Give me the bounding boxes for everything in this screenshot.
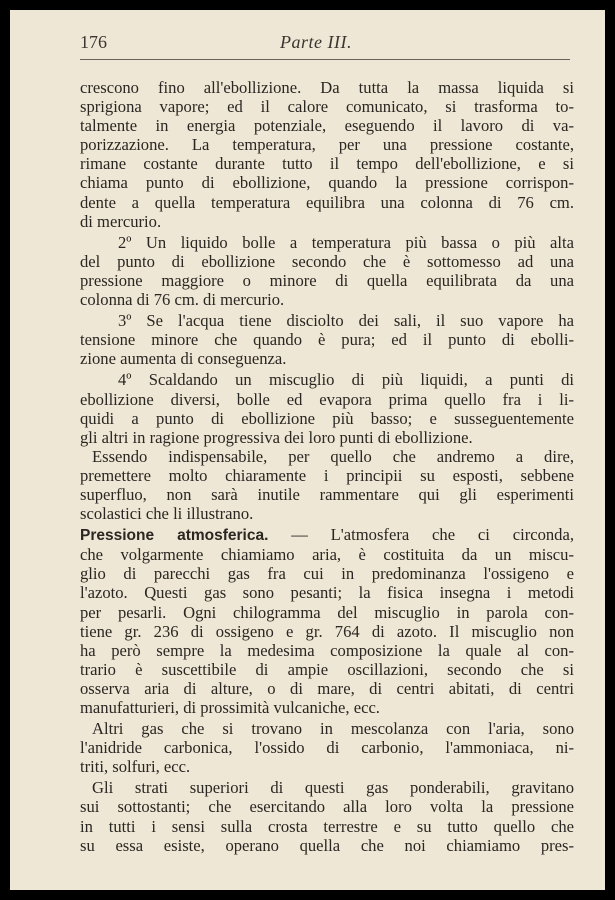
text-line: di mercurio.	[80, 211, 162, 231]
paragraph-upper-strata	[80, 778, 574, 854]
paragraph-rule-4	[80, 370, 574, 446]
text-line: sui sottostanti; che esercitando alla loro volta la pressione	[80, 797, 574, 817]
text-line: che volgarmente chiamiamo aria, è costituita da un miscu-	[80, 545, 574, 565]
text-line: su essa esiste, operano quella che noi chiamiamo pres-	[80, 835, 574, 855]
text-line: l'anidride carbonica, l'ossido di carbonio, l'ammoniaca, ni-	[80, 738, 574, 758]
text-line: crescono fino all'ebollizione. Da tutta la massa liquida si	[80, 78, 574, 97]
text-line: del punto di ebollizione secondo che è sottomesso ad una	[80, 251, 574, 271]
text-line: porizzazione. La temperatura, per una pressione costante,	[80, 135, 574, 155]
text-line: scolastici che li illustrano.	[80, 504, 254, 524]
text-line	[80, 525, 574, 545]
text-line: superfluo, non sarà inutile rammentare qui gli esperimenti	[80, 484, 574, 504]
text-line: dente a quella temperatura equilibra una colonna di 76 cm.	[80, 192, 574, 212]
text-line: l'azoto. Questi gas sono pesanti; la fisica insegna i metodi	[80, 583, 574, 603]
text-line: tiene gr. 236 di ossigeno e gr. 764 di azoto. Il miscuglio non	[80, 621, 574, 641]
text-line: chiama punto di ebollizione, quando la pressione corrispon-	[80, 173, 574, 193]
text-line: trario è suscettibile di ampie oscillazioni, secondo che si	[80, 659, 574, 679]
paragraph-rule-2	[80, 233, 574, 309]
text-line: Gli strati superiori di questi gas ponderabili, gravitano	[92, 778, 574, 798]
text-line: 4º Scaldando un miscuglio di più liquidi, a punti di	[118, 370, 574, 390]
text-line: gli altri in ragione progressiva dei loro punti di ebollizione.	[80, 427, 473, 447]
text-line: glio di parecchi gas fra cui in predominanza l'ossigeno e	[80, 564, 574, 584]
text-line: ha però sempre la medesima composizione la quale al con-	[80, 640, 574, 660]
text-line: zione aumenta di conseguenza.	[80, 349, 287, 369]
text-line: Essendo indispensabile, per quello che andremo a dire,	[92, 446, 574, 466]
text-line: premettere molto chiaramente i principii su esposti, sebbene	[80, 465, 574, 485]
text-line: quidi a punto di ebollizione più basso; e susseguentemente	[80, 408, 574, 428]
text-line: colonna di 76 cm. di mercurio.	[80, 290, 285, 310]
heading-continuation: — L'atmosfera che ci circonda,	[268, 525, 574, 545]
text-line: per pesarli. Ogni chilogramma del miscuglio in parola con-	[80, 602, 574, 622]
text-line: 3º Se l'acqua tiene disciolto dei sali, il suo vapore ha	[118, 311, 574, 331]
paragraph-other-gases	[80, 719, 574, 776]
running-title: Parte III.	[280, 32, 352, 52]
text-line: manufatturieri, di prossimità vulcaniche, ecc.	[80, 698, 380, 717]
text-line: pressione maggiore o minore di quella equilibrata da una	[80, 270, 574, 290]
text-line: osserva aria di alture, o di mare, di centri abitati, di centri	[80, 678, 574, 698]
text-line: rimane costante durante tutto il tempo dell'ebollizione, e si	[80, 154, 574, 174]
paragraph-premise	[80, 447, 574, 523]
page-number: 176	[80, 32, 107, 52]
text-line: Altri gas che si trovano in mescolanza con l'aria, sono	[92, 719, 574, 739]
paragraph-boiling-intro	[80, 78, 574, 231]
text-line: talmente in energia potenziale, eseguendo il lavoro di va-	[80, 116, 574, 136]
page-header	[80, 32, 570, 60]
text-line: in tutti i sensi sulla crosta terrestre e su tutto quello che	[80, 816, 574, 836]
section-heading: Pressione atmosferica.	[80, 527, 269, 545]
text-line: ebollizione diversi, bolle ed evapora prima quello fra i li-	[80, 389, 574, 409]
paragraph-rule-3	[80, 311, 574, 368]
text-line: triti, solfuri, ecc.	[80, 757, 191, 777]
text-line: tensione minore che quando è pura; ed il punto di ebolli-	[80, 330, 574, 350]
header-rule	[80, 59, 570, 60]
book-page	[10, 10, 605, 890]
text-line: 2º Un liquido bolle a temperatura più bassa o più alta	[118, 232, 574, 252]
text-line: sprigiona vapore; ed il calore comunicato, si trasforma to-	[80, 97, 574, 117]
page-body	[80, 78, 574, 855]
section-atmospheric-pressure	[80, 525, 574, 717]
